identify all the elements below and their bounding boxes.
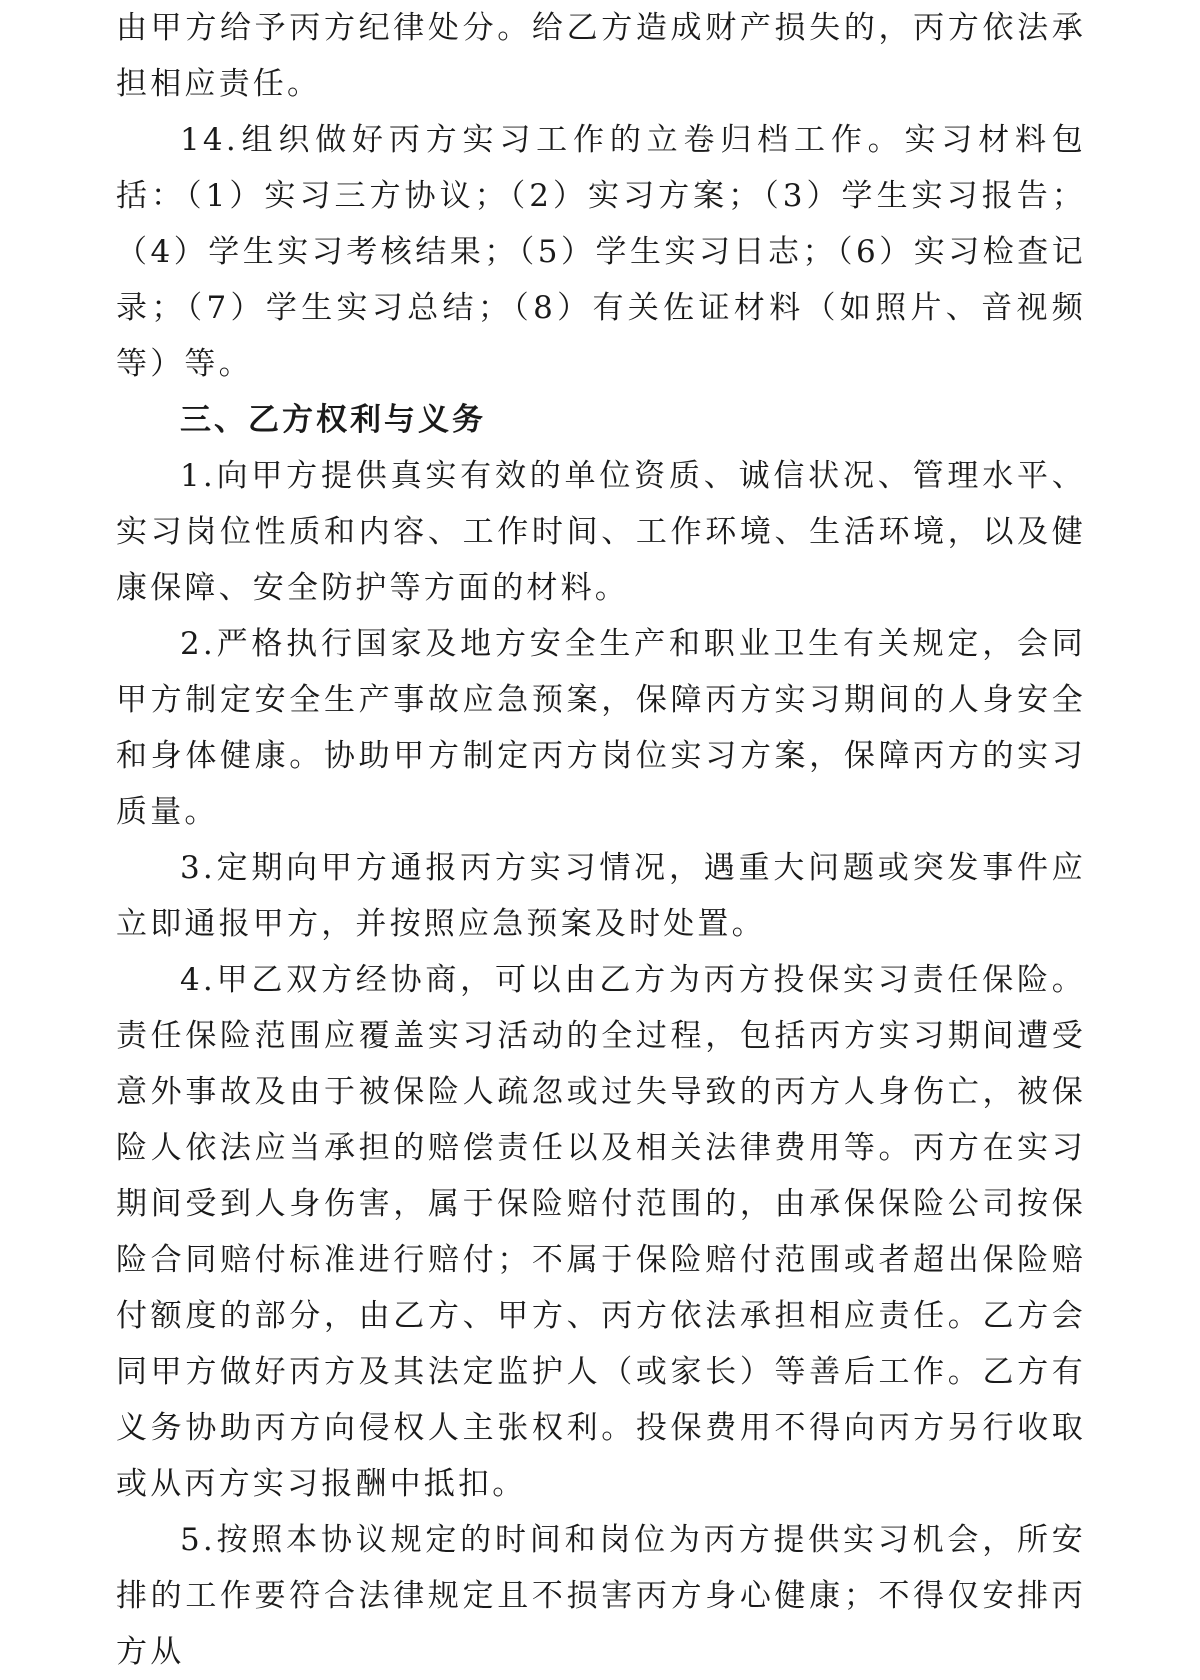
paragraph-clause-14: 14.组织做好丙方实习工作的立卷归档工作。实习材料包括：（1）实习三方协议；（2）实习方案；（3）学生实习报告；（4）学生实习考核结果；（5）学生实习日志；（6）实习检查记录；（7）学生实习总结；（8）有关佐证材料（如照片、音视频等）等。 — [116, 122, 1086, 382]
paragraph-item-2: 2.严格执行国家及地方安全生产和职业卫生有关规定，会同甲方制定安全生产事故应急预案，保障丙方实习期间的人身安全和身体健康。协助甲方制定丙方岗位实习方案，保障丙方的实习质量。 — [116, 626, 1086, 830]
paragraph-continued-clause-13: 由甲方给予丙方纪律处分。给乙方造成财产损失的，丙方依法承担相应责任。 — [116, 10, 1086, 102]
paragraph-item-1: 1.向甲方提供真实有效的单位资质、诚信状况、管理水平、实习岗位性质和内容、工作时间、工作环境、生活环境，以及健康保障、安全防护等方面的材料。 — [116, 458, 1086, 606]
document-page — [116, 0, 1086, 1680]
paragraph-item-3: 3.定期向甲方通报丙方实习情况，遇重大问题或突发事件应立即通报甲方，并按照应急预案及时处置。 — [116, 850, 1086, 942]
section-heading-party-b-rights: 三、乙方权利与义务 — [180, 402, 486, 438]
paragraph-item-4: 4.甲乙双方经协商，可以由乙方为丙方投保实习责任保险。责任保险范围应覆盖实习活动的全过程，包括丙方实习期间遭受意外事故及由于被保险人疏忽或过失导致的丙方人身伤亡，被保险人依法应当承担的赔偿责任以及相关法律费用等。丙方在实习期间受到人身伤害，属于保险赔付范围的，由承保保险公司按保险合同赔付标准进行赔付；不属于保险赔付范围或者超出保险赔付额度的部分，由乙方、甲方、丙方依法承担相应责任。乙方会同甲方做好丙方及其法定监护人（或家长）等善后工作。乙方有义务协助丙方向侵权人主张权利。投保费用不得向丙方另行收取或从丙方实习报酬中抵扣。 — [116, 962, 1086, 1502]
paragraph-item-5: 5.按照本协议规定的时间和岗位为丙方提供实习机会，所安排的工作要符合法律规定且不损害丙方身心健康；不得仅安排丙方从 — [116, 1522, 1086, 1670]
